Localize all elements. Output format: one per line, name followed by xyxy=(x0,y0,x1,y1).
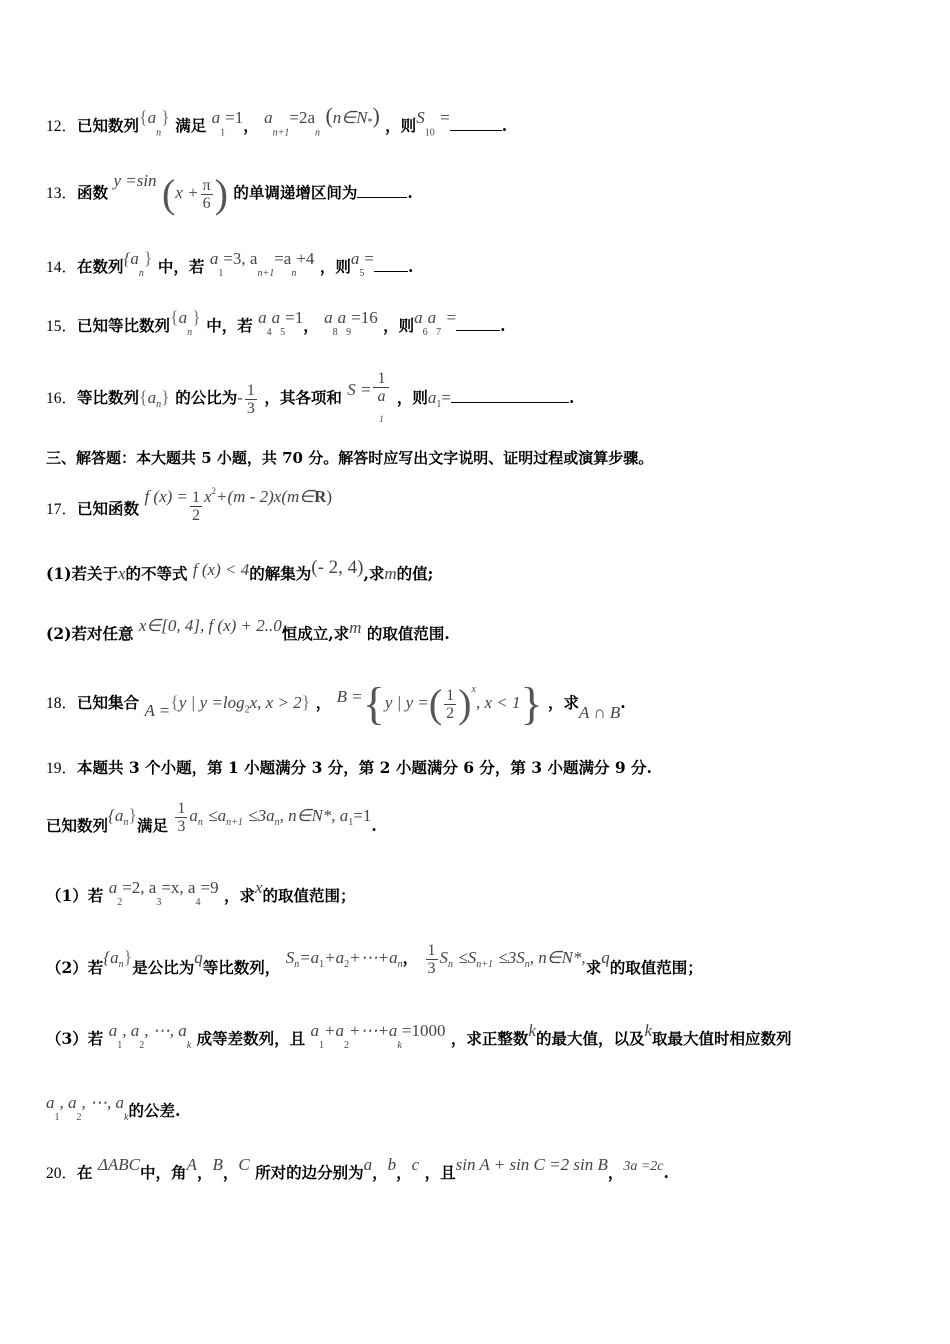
math-sub: n xyxy=(291,268,297,280)
math-sub: 1 xyxy=(319,959,325,971)
fraction xyxy=(190,489,202,524)
answer-blank[interactable] xyxy=(374,257,408,272)
math-x: x xyxy=(204,487,212,507)
fraction-den: 6 xyxy=(202,194,211,212)
question-number: 14． xyxy=(46,259,78,276)
math-var: q xyxy=(601,948,610,967)
question-14 xyxy=(46,248,910,285)
math-s10: S xyxy=(416,108,425,128)
math-eq: =a xyxy=(274,249,292,268)
math-set-body: x, x > 2 xyxy=(249,693,302,713)
question-text: （2）若 xyxy=(46,958,104,977)
answer-blank[interactable] xyxy=(357,183,407,198)
math-term: , a xyxy=(59,1093,77,1112)
math-domain: , n∈N*, a xyxy=(279,806,349,825)
math-sub: n xyxy=(156,399,162,411)
math-seq: a xyxy=(178,308,188,327)
math-eq: +a xyxy=(324,948,345,967)
math-var: q xyxy=(194,948,203,967)
brace-open: { xyxy=(139,387,148,408)
question-text: 在数列 xyxy=(77,257,124,276)
question-text: (1)若关于 xyxy=(46,564,118,583)
fraction-num: 1 xyxy=(177,799,186,817)
math-term: , ⋯, a xyxy=(81,1093,124,1112)
math-sub: n+1 xyxy=(476,959,494,971)
question-19-part-1 xyxy=(46,878,910,914)
math-sup: 2 xyxy=(211,486,217,496)
math-eq: = xyxy=(441,388,451,408)
math-var: k xyxy=(528,1021,536,1040)
brace-open: { xyxy=(362,678,385,730)
math-sub: 1 xyxy=(318,1040,324,1052)
question-text: 求 xyxy=(585,958,602,977)
math-term: a xyxy=(414,308,423,327)
fraction-den: 3 xyxy=(427,959,436,977)
question-text: 的取值范围. xyxy=(366,624,450,643)
separator: ， xyxy=(607,1163,624,1182)
fraction-num: 1 xyxy=(373,370,389,388)
question-text: 已知等比数列 xyxy=(77,316,171,335)
math-sub: n xyxy=(123,817,129,829)
question-text: 的公比为 xyxy=(175,388,238,408)
math-sub: 2 xyxy=(117,897,123,909)
brace-close: } xyxy=(143,248,153,268)
math-var: C xyxy=(238,1155,250,1174)
question-text: 的解集为 xyxy=(249,564,312,583)
brace-open: { xyxy=(170,692,179,713)
question-19-part-3-cont xyxy=(46,1093,910,1129)
question-text: 已知函数 xyxy=(77,499,140,519)
math-set-body: , x < 1 xyxy=(475,693,521,713)
question-text: 成等差数列，且 xyxy=(196,1029,306,1048)
brace-close: } xyxy=(128,805,137,825)
math-var: c xyxy=(411,1155,420,1174)
separator: ， xyxy=(315,693,332,713)
question-text: 在 xyxy=(77,1163,93,1182)
math-sub: n xyxy=(315,127,321,139)
math-term: S xyxy=(285,948,295,967)
math-ineq: f (x) < 4 xyxy=(192,560,250,579)
brace-open: { xyxy=(139,107,148,128)
math-sub: n xyxy=(448,959,454,971)
question-text: 的值; xyxy=(396,564,434,583)
question-text: 中，若 xyxy=(206,316,253,335)
math-sub: n+1 xyxy=(226,817,243,829)
question-17-part-2 xyxy=(46,616,910,645)
question-text: (2)若对任意 xyxy=(46,624,134,643)
math-sub: 4 xyxy=(195,897,201,909)
math-func: f (x) = xyxy=(144,487,188,507)
brace-close: } xyxy=(520,678,543,730)
math-sub: 1 xyxy=(348,817,354,829)
math-eq: =x, a xyxy=(161,878,196,897)
math-var: B xyxy=(212,1155,223,1174)
math-triangle: ΔABC xyxy=(97,1155,141,1174)
math-sub: 5 xyxy=(359,268,365,280)
fraction xyxy=(444,687,456,722)
question-number: 18． xyxy=(46,695,78,713)
math-eq: =a xyxy=(299,948,320,967)
math-sub: n xyxy=(138,268,144,280)
math-var: b xyxy=(387,1155,397,1174)
math-sum: S = xyxy=(347,380,372,400)
math-sub: 8 xyxy=(332,327,338,339)
math-a1: a xyxy=(427,388,437,408)
fraction-den: a xyxy=(377,388,386,405)
paren-close: ) xyxy=(326,487,333,507)
math-sub: 2 xyxy=(343,1040,349,1052)
question-text: ，求正整数 xyxy=(450,1029,529,1048)
paren-open: ( xyxy=(325,103,333,129)
math-sub: n xyxy=(118,959,124,971)
question-number: 15． xyxy=(46,318,78,335)
math-reals: R xyxy=(314,487,327,507)
fraction-num: 1 xyxy=(192,488,200,506)
question-number: 16． xyxy=(46,390,78,408)
math-sub: n+1 xyxy=(257,268,275,280)
math-var: x xyxy=(255,878,263,897)
brace-close: } xyxy=(161,107,170,128)
math-intersection: A ∩ B xyxy=(579,703,621,723)
question-text: 取最大值时相应数列 xyxy=(652,1029,792,1048)
math-term: a xyxy=(189,806,198,825)
question-text: 已知集合 xyxy=(77,693,140,713)
math-sub: 1 xyxy=(117,1040,123,1052)
math-sup: x xyxy=(471,684,476,695)
fraction-num: 1 xyxy=(446,686,455,704)
math-condition: x∈[0, 4], f (x) + 2..0 xyxy=(138,616,282,635)
brace-open: { xyxy=(170,307,179,327)
math-eq: =1 xyxy=(225,108,244,128)
math-an1: a xyxy=(264,108,273,128)
question-text: 的公差. xyxy=(128,1101,181,1120)
fraction xyxy=(245,382,257,417)
period: . xyxy=(663,1163,669,1182)
question-19-stem xyxy=(46,792,910,838)
question-text: 等比数列， xyxy=(202,958,281,977)
section-heading: 三、解答题：本大题共 5 小题，共 70 分。解答时应写出文字说明、证明过程或演算步骤。 xyxy=(46,449,654,467)
math-sub: 2 xyxy=(344,959,350,971)
math-sup: * xyxy=(367,117,373,128)
question-text: （3）若 xyxy=(46,1029,104,1048)
math-seq: {a xyxy=(123,249,139,268)
question-text: 已知数列 xyxy=(46,816,109,835)
fraction-den: 3 xyxy=(177,817,186,835)
fraction: 1 a $_1$ xyxy=(373,370,389,428)
question-number: 20． xyxy=(46,1165,78,1182)
math-term: a xyxy=(310,1021,319,1040)
math-term: a xyxy=(324,308,333,327)
math-eq: = xyxy=(446,308,457,327)
question-19-part-2 xyxy=(46,934,910,980)
math-var: m xyxy=(349,618,362,637)
answer-blank[interactable] xyxy=(451,388,569,403)
math-set-body: y | y = xyxy=(384,693,429,713)
math-expr: +(m - 2)x(m∈ xyxy=(216,487,315,507)
question-19 xyxy=(46,757,910,780)
question-number: 17． xyxy=(46,501,78,519)
separator: ， xyxy=(303,316,319,335)
question-text: 所对的边分别为 xyxy=(255,1163,364,1182)
separator: ， xyxy=(243,116,259,136)
brace-close: } xyxy=(192,307,201,327)
math-sub: 3 xyxy=(156,897,162,909)
question-text: ,求 xyxy=(363,564,385,583)
question-text: 函数 xyxy=(77,183,109,202)
math-sub: 1 xyxy=(436,399,442,411)
question-17-part-1 xyxy=(46,557,910,585)
math-seq: a xyxy=(147,388,157,408)
question-text: ，则 xyxy=(383,316,415,335)
question-text: 的取值范围； xyxy=(609,958,703,977)
question-text: 满足 xyxy=(175,116,207,136)
math-domain: , n∈N*, xyxy=(529,948,586,967)
question-19-part-3 xyxy=(46,1021,910,1057)
math-sub: k xyxy=(397,1040,402,1052)
math-sub: n xyxy=(156,127,162,139)
math-eq: =16 xyxy=(351,308,378,327)
math-term: S xyxy=(439,948,449,967)
question-text: 是公比为 xyxy=(132,958,195,977)
fraction xyxy=(426,942,438,977)
question-text: （1）若 xyxy=(46,886,104,905)
paren-close: ) xyxy=(372,103,380,129)
math-eq: =9 xyxy=(200,878,219,897)
question-text: 的不等式 xyxy=(125,564,188,583)
paren-close: ) xyxy=(458,681,472,727)
math-sub: 2 xyxy=(139,1040,145,1052)
math-sub: 4 xyxy=(266,327,272,339)
math-sub: n xyxy=(274,817,280,829)
fraction-den: 2 xyxy=(192,506,200,524)
question-16 xyxy=(46,370,910,425)
question-text: 等比数列 xyxy=(77,388,140,408)
question-number: 12． xyxy=(46,118,78,136)
math-eq: =1 xyxy=(353,806,372,825)
question-text: ，求 xyxy=(223,886,255,905)
math-sub: k xyxy=(186,1040,192,1052)
separator: ， xyxy=(372,1163,388,1182)
period: . xyxy=(568,388,575,408)
math-eq: =2, a xyxy=(122,878,157,897)
math-interval: (- 2, 4) xyxy=(311,557,364,578)
question-number: 13． xyxy=(46,185,78,202)
separator: ， xyxy=(196,1163,213,1182)
math-minus: - xyxy=(237,388,243,408)
math-term: a xyxy=(108,878,118,897)
math-sub: k xyxy=(124,1112,129,1124)
question-text: 中，若 xyxy=(157,257,205,276)
paren-open: ( xyxy=(161,171,176,216)
math-term: +a xyxy=(323,1021,344,1040)
question-text: ，且 xyxy=(424,1163,456,1182)
math-a5: a xyxy=(350,249,360,268)
math-sub: 2 xyxy=(76,1112,82,1124)
math-seq: {a xyxy=(108,806,124,825)
period: . xyxy=(501,116,508,136)
math-seq: a xyxy=(147,108,157,128)
math-eq: =1 xyxy=(285,308,304,327)
question-text: 满足 xyxy=(136,816,168,835)
math-var: a xyxy=(363,1155,373,1174)
brace-close: } xyxy=(161,387,170,408)
period: . xyxy=(407,257,414,276)
math-expr: x + xyxy=(175,183,199,202)
math-sub: 7 xyxy=(436,327,442,339)
math-var: k xyxy=(644,1021,652,1040)
math-term: , a xyxy=(122,1021,140,1040)
question-text: 恒成立,求 xyxy=(281,624,350,643)
question-13 xyxy=(46,170,910,216)
math-sub: 10 xyxy=(424,127,435,139)
math-eq: sin A + sin C =2 sin B xyxy=(455,1155,608,1174)
question-text: ，求 xyxy=(547,693,579,713)
math-sub: n xyxy=(187,327,193,339)
math-eq: +4 xyxy=(296,249,315,268)
period: . xyxy=(620,693,626,713)
math-sub: 5 xyxy=(280,327,286,339)
question-text: ，则 xyxy=(396,388,428,408)
math-domain: n∈N xyxy=(332,108,368,128)
question-17 xyxy=(46,482,910,528)
math-var: m xyxy=(384,564,397,583)
question-text: 的单调递增区间为 xyxy=(233,183,358,202)
question-text: ，则 xyxy=(385,116,417,136)
math-term: a xyxy=(271,308,281,327)
math-eq: =1000 xyxy=(401,1021,446,1040)
math-setB: B = xyxy=(336,687,363,707)
math-set-body: y | y =log xyxy=(178,693,245,713)
fraction-den: 3 xyxy=(246,399,255,417)
math-term: +⋯+a xyxy=(348,1021,398,1040)
math-term: a xyxy=(258,308,267,327)
question-number: 19． xyxy=(46,760,78,777)
math-sub: n xyxy=(197,817,203,829)
period: . xyxy=(500,316,506,335)
paren-open: ( xyxy=(428,681,443,727)
answer-blank[interactable] xyxy=(450,116,502,131)
math-a1: a xyxy=(209,249,219,268)
math-eq: +⋯+a xyxy=(349,948,398,967)
period: . xyxy=(371,816,377,835)
question-text: 已知数列 xyxy=(77,116,140,136)
question-12 xyxy=(46,103,910,144)
math-sub: 2 xyxy=(244,704,250,716)
fraction-num: 1 xyxy=(246,381,255,399)
math-var: A xyxy=(186,1155,197,1174)
fraction-num: π xyxy=(202,176,211,194)
question-20 xyxy=(46,1155,910,1186)
math-term: a xyxy=(337,308,347,327)
math-ineq: ≤S xyxy=(458,948,477,967)
math-sub: n xyxy=(524,959,530,971)
math-eq: =3, a xyxy=(223,249,258,268)
math-seq: {a xyxy=(103,948,119,967)
math-ineq: ≤3a xyxy=(248,806,275,825)
fraction xyxy=(201,177,213,212)
brace-close: } xyxy=(123,947,133,967)
answer-blank[interactable] xyxy=(456,316,500,331)
math-sub: 1 xyxy=(54,1112,60,1124)
period: . xyxy=(407,183,413,202)
question-18 xyxy=(46,675,910,730)
math-ineq: ≤3S xyxy=(498,948,525,967)
question-text: 的最大值，以及 xyxy=(535,1029,645,1048)
question-text: ，其各项和 xyxy=(264,388,342,408)
math-eq: 3a =2c xyxy=(623,1159,664,1174)
math-sub: n+1 xyxy=(272,127,290,139)
question-text: ，则 xyxy=(319,257,351,276)
math-sub: 1 xyxy=(218,268,224,280)
fraction-den: 2 xyxy=(446,704,455,722)
math-ineq: ≤a xyxy=(208,806,227,825)
math-func: y =sin xyxy=(113,171,157,190)
question-text: 中，角 xyxy=(140,1163,187,1182)
math-term: , ⋯, a xyxy=(144,1021,187,1040)
math-sub: n xyxy=(397,959,403,971)
math-term: a xyxy=(108,1021,118,1040)
math-sub: 1 xyxy=(220,127,226,139)
math-sub: 9 xyxy=(346,327,352,339)
math-term: a xyxy=(46,1093,55,1112)
question-text: 本题共 3 个小题，第 1 小题满分 3 分，第 2 小题满分 6 分，第 3 小题满分 9 分. xyxy=(77,758,652,777)
math-var: x xyxy=(117,564,126,583)
brace-close: } xyxy=(301,692,311,713)
math-eq: = xyxy=(440,108,450,128)
paren-close: ) xyxy=(214,171,228,216)
math-a1: a xyxy=(211,108,221,128)
math-sub: 6 xyxy=(422,327,428,339)
fraction-num: 1 xyxy=(427,941,436,959)
math-sub: n xyxy=(294,959,300,971)
separator: ， xyxy=(402,948,419,967)
question-15 xyxy=(46,307,910,344)
math-eq: = xyxy=(364,249,374,268)
question-text: 的取值范围； xyxy=(262,886,356,905)
fraction xyxy=(175,800,187,835)
separator: ， xyxy=(396,1163,412,1182)
separator: ， xyxy=(222,1163,239,1182)
math-term: a xyxy=(427,308,437,327)
math-eq: =2a xyxy=(289,108,316,128)
math-setA: A = xyxy=(144,701,171,721)
